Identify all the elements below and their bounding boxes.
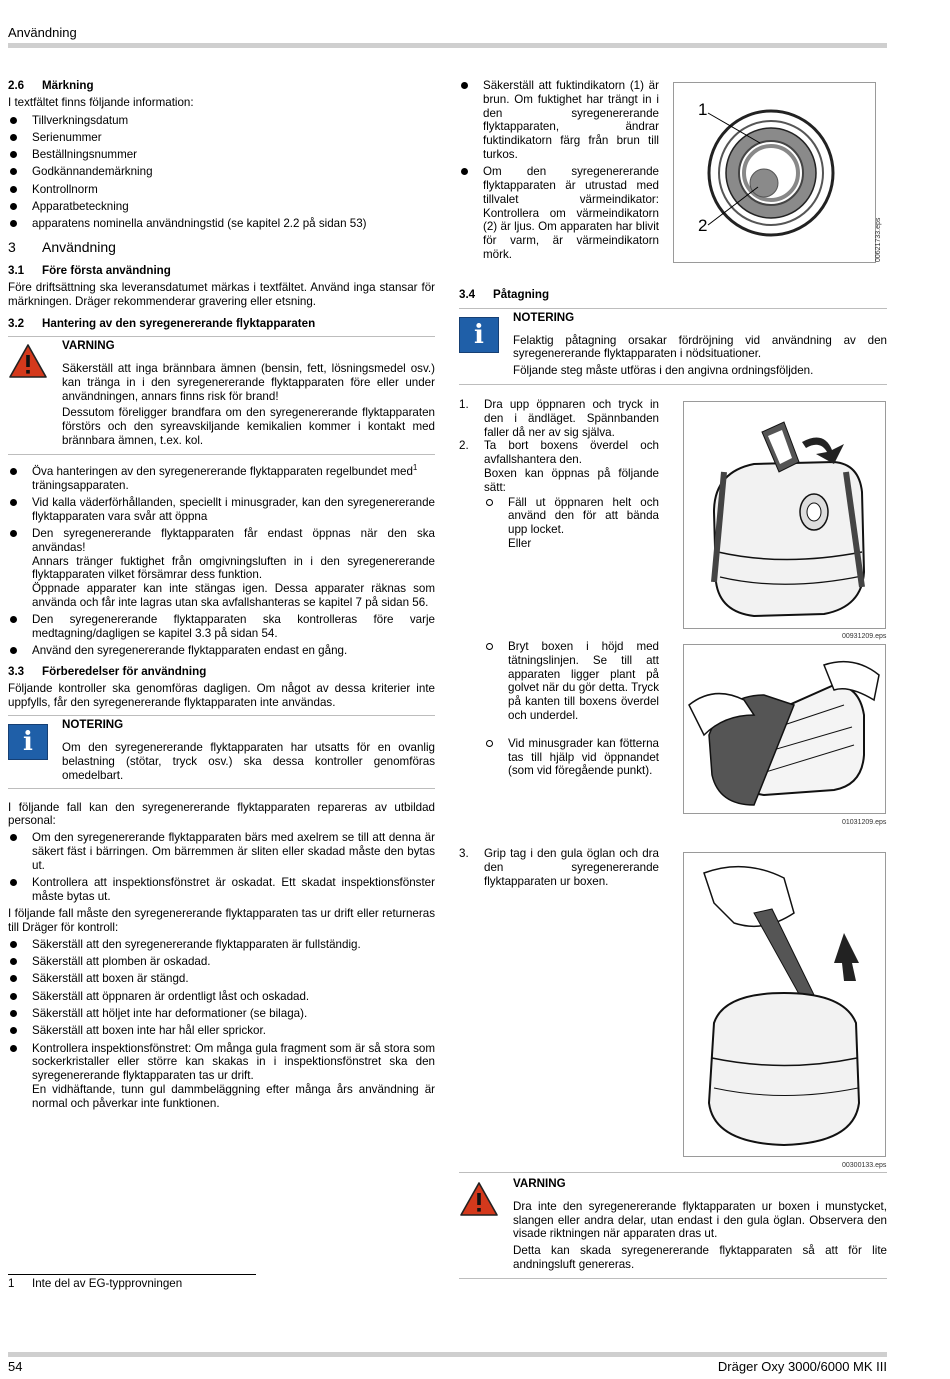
open-methods-cont: [484, 640, 659, 778]
list-item: Använd den syregenererande flyktapparaten endast en gång.: [8, 644, 435, 658]
info-icon: i: [459, 317, 499, 353]
break-box-figure: [683, 644, 886, 814]
handling-list: [8, 462, 435, 658]
inspection-list: [8, 1042, 435, 1111]
callout-2: 2: [698, 216, 708, 235]
pull-device-illustration: [684, 853, 885, 1156]
notice-text: Om den syregenererande flyktapparaten har utsatts för en ovanlig belastning (stötar, tryck osv.) ska dessa kontroller genomföras omedelbart.: [62, 741, 435, 782]
indicator-figure: [673, 82, 876, 263]
notice-title: NOTERING: [513, 310, 575, 324]
warning-title: VARNING: [62, 339, 115, 353]
warning-box: [8, 339, 435, 448]
notice-box: [459, 311, 887, 378]
list-item: Apparatbeteckning: [8, 200, 435, 214]
notice-text-1: Felaktig påtagning orsakar fördröjning vid användning av den syregenererande flyktapparaten i nödsituationer.: [513, 333, 887, 361]
list-item: Säkerställ att den syregenererande flyktapparaten är fullständig.: [8, 938, 435, 952]
page-header-title: Användning: [8, 25, 77, 40]
figure-code: 00931209.eps: [842, 633, 887, 640]
section-2-6-heading: 2.6 Märkning: [8, 79, 94, 92]
warning-text-2: Dessutom föreligger brandfara om den syregenererande flyktapparaten förstörs och den syreavskiljande kemikalien kommer i kontakt med brännbara ämnen, t.ex. kol.: [62, 406, 435, 447]
list-item: Öva hanteringen av den syregenererande flyktapparaten regelbundet med$^1$ träningsapparaten.: [8, 465, 435, 493]
warning-text-1: Säkerställ att inga brännbara ämnen (bensin, fett, lösningsmedel osv.) kan tränga in i den syregenererande flyktapparaten före eller under användningen, annars finns risk för brand!: [62, 361, 435, 403]
section-3-1-heading: 3.1 Före första användning: [8, 263, 171, 277]
list-item: Serienummer: [8, 131, 435, 145]
list-item: Vid kalla väderförhållanden, speciellt i minusgrader, kan den syregenererande flyktapparaten vara svår att öppna: [8, 496, 435, 524]
section-3-4-heading: 3.4 Påtagning: [459, 288, 550, 301]
figure-code: 00300133.eps: [842, 1162, 887, 1169]
pull-out-figure: [683, 852, 886, 1157]
list-item: Säkerställ att plomben är oskadad.: [8, 955, 435, 969]
step-3: 3. Grip tag i den gula öglan och dra den syregenererande flyktapparaten ur boxen.: [459, 847, 659, 888]
notice-box: [8, 718, 435, 782]
list-item: Tillverkningsdatum: [8, 114, 435, 128]
list-item: Vid minusgrader kan fötterna tas till hjälp vid öppnandet (som vid föregående punkt).: [484, 737, 659, 778]
section-3-1-text: Före driftsättning ska leveransdatumet märkas i textfältet. Använd inga stansar för märkningen. Dräger rekommenderar gravering eller etsning.: [8, 280, 435, 308]
warning-triangle-icon: [459, 1181, 499, 1217]
rule: [8, 454, 435, 455]
list-item: Säkerställ att fuktindikatorn (1) är brun. Om fuktighet har trängt in i den syregenererande flyktapparaten, ändrar fuktindikatorn färg från brun till turkos.: [459, 79, 659, 162]
figure-code: 00621733.eps: [875, 217, 882, 262]
remove-list: [8, 938, 435, 1038]
repair-list: [8, 831, 435, 903]
section-3-2-heading: 3.2 Hantering av den syregenererande flyktapparaten: [8, 317, 316, 331]
repair-intro: I följande fall kan den syregenererande flyktapparaten repareras av utbildad personal:: [8, 800, 435, 828]
warning-text-2: Detta kan skada syregenererande flyktapparaten så att för lite andningsluft genereras.: [513, 1244, 887, 1271]
list-item: Kontrollnorm: [8, 183, 435, 197]
list-item: Den syregenererande flyktapparaten får endast öppnas när den ska användas! Annars tränger fuktighet från omgivningsluften in i den syregenererande flyktapparaten vilket försämrar dess funktion. Öppnade apparater kan inte stängas igen. Dessa apparater räknas som använda och får inte lagras utan ska avfallshanteras se kapitel 7 på sidan 56.: [8, 527, 435, 610]
list-item: Fäll ut öppnaren helt och använd den för att bända upp locket. Eller: [484, 496, 659, 551]
section-3-heading: 3 Användning: [8, 239, 116, 256]
info-icon: i: [8, 724, 48, 760]
opener-figure: [683, 401, 886, 629]
step-1: 1. Dra upp öppnaren och tryck in den i ändläget. Spännbanden faller då ner av sig själva.: [459, 398, 659, 439]
list-item: Den syregenererande flyktapparaten ska kontrolleras före varje medtagning/dagligen se kapitel 3.3 på sidan 54.: [8, 613, 435, 641]
section-3-3-heading: 3.3 Förberedelser för användning: [8, 665, 207, 679]
notice-title: NOTERING: [62, 718, 124, 732]
footnote: 1 Inte del av EG-typprovningen: [8, 1277, 183, 1290]
hands-breaking-box-illustration: [684, 645, 885, 813]
list-item: Om den syregenererande flyktapparaten är utrustad med tillvalet värmeindikator: Kontrollera om värmeindikatorn (2) är ljus. Om apparaten har blivit för varm, är värmeindikatorn mörk.: [459, 165, 659, 262]
list-item: apparatens nominella användningstid (se kapitel 2.2 på sidan 53): [8, 217, 435, 231]
list-item: Godkännandemärkning: [8, 165, 435, 179]
step-2: 2. Ta bort boxens överdel och avfallshantera den. Boxen kan öppnas på följande sätt: Fäll ut öppnaren helt och använd den för att bända upp locket. Eller: [459, 439, 659, 550]
callout-1: 1: [698, 100, 708, 119]
warning-title: VARNING: [513, 1177, 566, 1190]
humidity-check: [459, 79, 659, 265]
product-name: Dräger Oxy 3000/6000 MK III: [717, 1359, 887, 1374]
list-item: Säkerställ att boxen är stängd.: [8, 972, 435, 986]
step-3-block: [459, 847, 659, 888]
warning-text-1: Dra inte den syregenererande flyktapparaten ur boxen i munstycket, slangen eller andra delar, utan endast i den gula öglan. Observera den visade riktningen när apparaten dras ut.: [513, 1199, 887, 1241]
list-item: Bryt boxen i höjd med tätningslinjen. Se till att apparaten ligger plant på golvet när du gör detta. Tryck på kanten till boxens överdel och underdel.: [484, 640, 659, 723]
rule: [459, 384, 887, 385]
section-3-4: [459, 288, 887, 385]
figure-code: 01031209.eps: [842, 819, 887, 826]
open-methods: [484, 496, 659, 551]
page-number: 54: [8, 1359, 23, 1374]
warning-box: [459, 1177, 887, 1272]
list-item: Säkerställ att höljet inte har deformationer (se bilaga).: [8, 1007, 435, 1021]
warning-triangle-icon: [8, 343, 48, 379]
list-item: Om den syregenererande flyktapparaten bärs med axelrem se till att denna är säkert fäst i bärringen. Om bärremmen är sliten eller skadad måste den bytas ut.: [8, 831, 435, 872]
rule: [8, 715, 435, 716]
list-item: Säkerställ att boxen inte har hål eller sprickor.: [8, 1024, 435, 1038]
rule: [8, 336, 435, 337]
marking-list: [8, 114, 435, 232]
notice-text-2: Följande steg måste utföras i den angivna ordningsföljden.: [513, 364, 814, 378]
rule: [459, 308, 887, 309]
header-bar: [8, 43, 887, 48]
footer-bar: [8, 1352, 887, 1357]
rule: [459, 1172, 887, 1173]
section-3-3-intro: Följande kontroller ska genomföras dagligen. Om något av dessa kriterier inte uppfylls, får den syregenererande flyktapparaten inte användas.: [8, 681, 435, 709]
list-item: Kontrollera inspektionsfönstret: Om många gula fragment som är så stora som sockerkristaller eller större kan skakas in i inspektionsfönstret ska den syregenererande flyktapparaten tas ur drift. En vidhäftande, tunn gul dammbeläggning efter många års användning är normal och påverkar inte funktionen.: [8, 1042, 435, 1111]
left-column: [8, 79, 435, 1114]
rule: [8, 788, 435, 789]
footnote-rule: [8, 1274, 256, 1275]
pull-warning: [459, 1172, 887, 1279]
list-item: Kontrollera att inspektionsfönstret är oskadat. Ett skadat inspektionsfönster måste bytas ut.: [8, 876, 435, 904]
list-item: Säkerställ att öppnaren är ordentligt låst och oskadad.: [8, 990, 435, 1004]
list-item: Beställningsnummer: [8, 148, 435, 162]
remove-intro: I följande fall måste den syregenererande flyktapparaten tas ur drift eller returneras till Dräger för kontroll:: [8, 907, 435, 935]
rule: [459, 1278, 887, 1279]
section-2-6-intro: I textfältet finns följande information:: [8, 95, 194, 109]
donning-steps: [459, 398, 659, 551]
box-opener-illustration: [684, 402, 885, 628]
